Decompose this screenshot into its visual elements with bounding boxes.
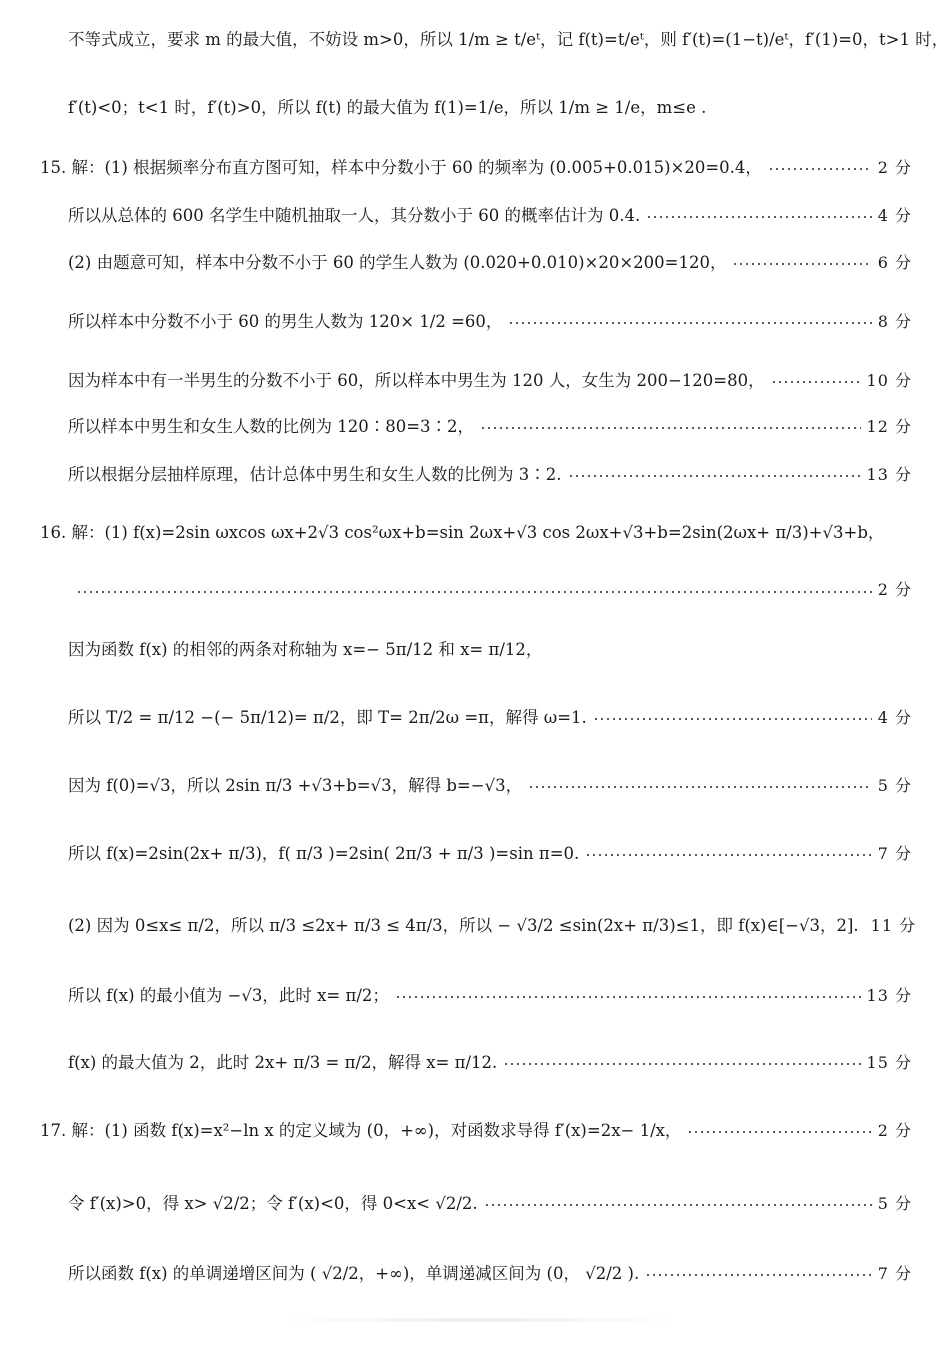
text-line [68, 94, 912, 118]
line-text: 所以 f(x) 的最小值为 −√3，此时 x= π/2； [68, 986, 389, 1005]
text-line [40, 1117, 912, 1141]
line-text: (2) 因为 0≤x≤ π/2，所以 π/3 ≤2x+ π/3 ≤ 4π/3，所以 − √3/2 ≤sin(2x+ π/3)≤1，即 f(x)∈[−√3，2]. [68, 916, 859, 935]
text-line [68, 772, 912, 796]
score-label: 5 分 [877, 775, 912, 795]
leader-dots [585, 854, 871, 856]
leader-dots [687, 1131, 871, 1133]
text-line [68, 308, 912, 332]
text-line [68, 461, 912, 485]
line-text: 所以函数 f(x) 的单调递增区间为 ( √2/2，+∞)，单调递减区间为 (0， √2/2 ). [68, 1264, 640, 1283]
text-line [40, 519, 912, 543]
line-text: 所以 T/2 = π/12 −(− 5π/12)= π/2，即 T= 2π/2ω =π，解得 ω=1. [68, 708, 587, 727]
score-label: 2 分 [877, 580, 912, 599]
line-text: 16. 解：(1) f(x)=2sin ωxcos ωx+2√3 cos²ωx+b=sin 2ωx+√3 cos 2ωx+√3+b=2sin(2ωx+ π/3)+√3+b， [40, 523, 885, 542]
text-line [68, 636, 912, 660]
line-text: 因为 f(0)=√3，所以 2sin π/3 +√3+b=√3，解得 b=−√3， [68, 776, 523, 795]
score-label: 8 分 [877, 311, 912, 331]
line-text: 因为函数 f(x) 的相邻的两条对称轴为 x=− 5π/12 和 x= π/12， [68, 640, 543, 659]
leader-dots [645, 1274, 872, 1276]
line-text: 因为样本中有一半男生的分数不小于 60，所以样本中男生为 120 人，女生为 200−120=80， [68, 371, 765, 390]
text-line [68, 26, 949, 50]
text-line [68, 202, 912, 226]
score-label: 7 分 [877, 843, 912, 863]
text-line [68, 249, 912, 273]
line-text: 令 f′(x)>0，得 x> √2/2；令 f′(x)<0，得 0<x< √2/2. [68, 1194, 478, 1213]
line-text: 所以样本中分数不小于 60 的男生人数为 120× 1/2 =60， [68, 312, 503, 331]
leader-dots [528, 786, 872, 788]
text-line [68, 1260, 912, 1284]
line-text: 15. 解：(1) 根据频率分布直方图可知，样本中分数小于 60 的频率为 (0.005+0.015)×20=0.4， [40, 158, 762, 177]
leader-dots [732, 263, 871, 265]
faint-footer-mark [280, 1318, 680, 1322]
leader-dots [76, 591, 872, 593]
score-label: 13 分 [866, 464, 912, 484]
line-text: 不等式成立，要求 m 的最大值，不妨设 m>0，所以 1/m ≥ t/eᵗ，记 f(t)=t/eᵗ，则 f′(t)=(1−t)/eᵗ，f′(1)=0，t>1 时， [68, 30, 949, 49]
leader-dots [768, 168, 872, 170]
score-label: 2 分 [877, 1120, 912, 1140]
score-label: 2 分 [877, 157, 912, 177]
leader-dots [484, 1204, 872, 1206]
score-label: 7 分 [877, 1263, 912, 1283]
score-label: 6 分 [877, 252, 912, 272]
text-line [68, 577, 912, 600]
leader-dots [771, 381, 861, 383]
text-line [68, 367, 912, 391]
score-label: 4 分 [877, 205, 912, 225]
text-line [40, 154, 912, 178]
score-label: 13 分 [866, 985, 912, 1005]
leader-dots [593, 718, 872, 720]
score-label: 4 分 [877, 707, 912, 727]
score-label: 11 分 [870, 915, 917, 935]
line-text: f′(t)<0；t<1 时，f′(t)>0，所以 f(t) 的最大值为 f(1)=1/e，所以 1/m ≥ 1/e，m≤e . [68, 98, 707, 117]
line-text: (2) 由题意可知，样本中分数不小于 60 的学生人数为 (0.020+0.010)×20×200=120， [68, 253, 727, 272]
line-text: 17. 解：(1) 函数 f(x)=x²−ln x 的定义域为 (0，+∞)，对函数求导得 f′(x)=2x− 1/x， [40, 1121, 682, 1140]
leader-dots [480, 427, 860, 429]
score-label: 5 分 [877, 1193, 912, 1213]
text-line [68, 704, 912, 728]
leader-dots [568, 475, 861, 477]
leader-dots [503, 1063, 860, 1065]
score-label: 15 分 [866, 1052, 912, 1072]
line-text: 所以从总体的 600 名学生中随机抽取一人，其分数小于 60 的概率估计为 0.4. [68, 206, 641, 225]
text-line [68, 1190, 912, 1214]
text-line [68, 413, 912, 437]
text-line [68, 840, 912, 864]
line-text: 所以样本中男生和女生人数的比例为 120∶80=3∶2， [68, 417, 475, 436]
text-line [68, 982, 912, 1006]
leader-dots [395, 996, 861, 998]
line-text: 所以 f(x)=2sin(2x+ π/3)，f( π/3 )=2sin( 2π/3 + π/3 )=sin π=0. [68, 844, 580, 863]
score-label: 10 分 [866, 370, 912, 390]
text-line [68, 912, 917, 936]
leader-dots [508, 322, 871, 324]
score-label: 12 分 [866, 416, 912, 436]
text-line [68, 1049, 912, 1073]
leader-dots [646, 216, 872, 218]
line-text: 所以根据分层抽样原理，估计总体中男生和女生人数的比例为 3∶2. [68, 465, 562, 484]
line-text: f(x) 的最大值为 2，此时 2x+ π/3 = π/2，解得 x= π/12. [68, 1053, 498, 1072]
